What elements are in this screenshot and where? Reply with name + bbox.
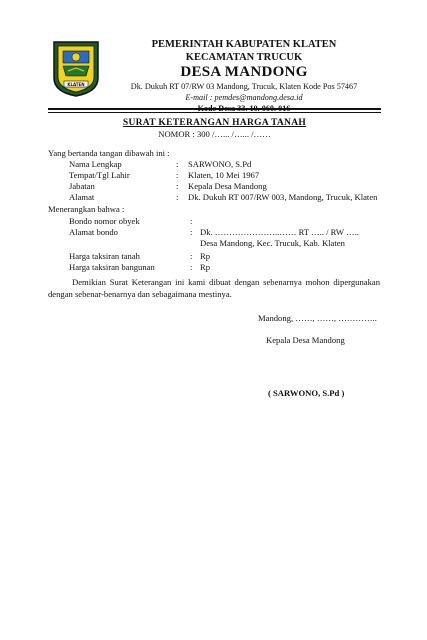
field-colon: : [176,181,179,191]
field-label: Bondo nomor obyek [69,216,140,226]
field-value: Dk. …………………..…… RT ….. / RW ….. [200,227,359,237]
signature-position: Kepala Desa Mandong [266,335,345,345]
field-colon: : [190,216,193,226]
closing-paragraph: Demikian Surat Keterangan ini kami dibuat dengan sebenarnya mohon dipergunakan dengan sebenar-benarnya dan sebagaimana mestinya. [48,277,380,299]
office-address: Dk. Dukuh RT 07/RW 03 Mandong, Trucuk, Klaten Kode Pos 57467 [130,82,358,91]
field-value: Desa Mandong, Kec. Trucuk, Kab. Klaten [200,238,345,248]
letterhead-divider-thick [48,108,381,110]
signature-place-date: Mandong, ……, ……, ………….. [258,313,377,323]
intro-text: Yang bertanda tangan dibawah ini : [48,148,170,158]
field-value: Rp [200,251,211,261]
field-label: Alamat bondo [69,227,118,237]
field-value: Kepala Desa Mandong [188,181,267,191]
office-email: E-mail : pemdes@mandong.desa.id [185,93,303,102]
field-label: Harga taksiran tanah [69,251,140,261]
letterhead-divider-thin [48,112,381,113]
village-code: Kode Desa 33. 10. 060. 016 [197,104,291,113]
letterhead [108,38,380,114]
field-colon: : [176,159,179,169]
field-colon: : [190,262,193,272]
field-label: Nama Lengkap [69,159,122,169]
field-label: Tempat/Tgl Lahir [69,170,130,180]
field-colon: : [190,251,193,261]
declares-text: Menerangkan bahwa : [48,204,125,214]
letter-title: SURAT KETERANGAN HARGA TANAH [122,118,307,128]
field-label: Harga taksiran bangunan [69,262,155,272]
field-colon: : [176,192,179,202]
government-name: PEMERINTAH KABUPATEN KLATEN [151,39,337,50]
field-value: Dk. Dukuh RT 007/RW 003, Mandong, Trucuk, Klaten [188,192,378,202]
district-name: KECAMATAN TRUCUK [185,52,303,63]
regency-emblem-icon [50,38,102,98]
field-colon: : [190,227,193,237]
field-value: Rp [200,262,211,272]
svg-text:KLATEN: KLATEN [67,81,85,87]
field-value: SARWONO, S.Pd [188,159,252,169]
field-value: Klaten, 10 Mei 1967 [188,170,260,180]
field-label: Alamat [69,192,95,202]
field-colon: : [176,170,179,180]
village-name: DESA MANDONG [180,64,308,80]
signatory-name: ( SARWONO, S.Pd ) [268,388,345,398]
field-label: Jabatan [69,181,95,191]
letter-number: NOMOR : 300 /…... /…... /…… [158,129,271,139]
